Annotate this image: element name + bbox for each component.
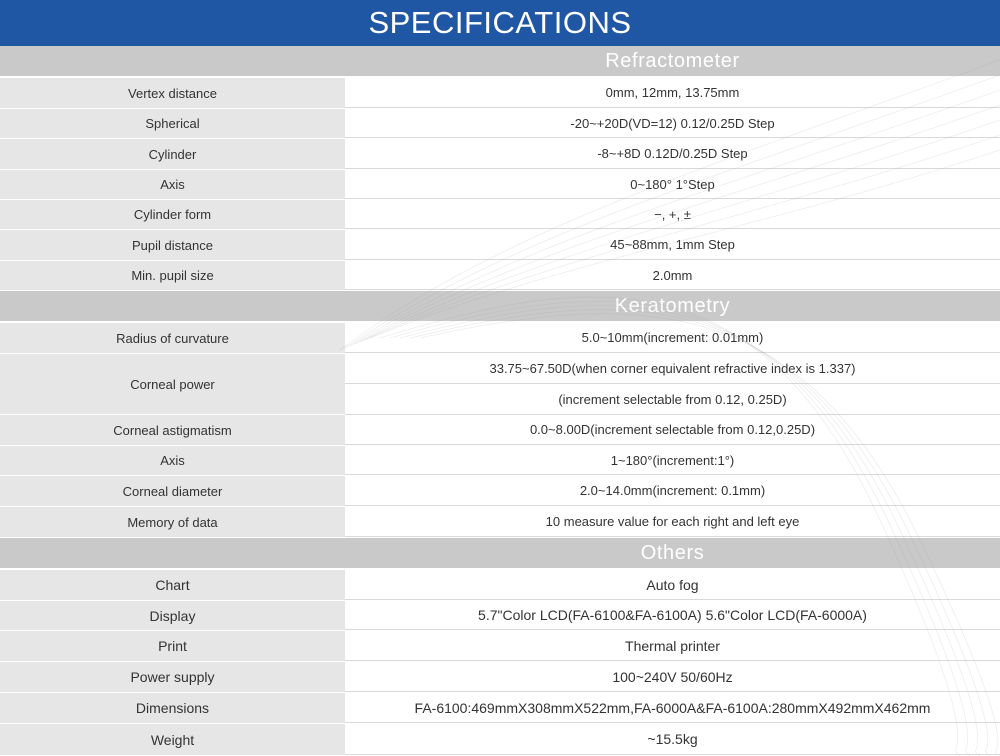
- table-row: [0, 415, 1000, 446]
- table-row: [0, 446, 1000, 476]
- table-row: [0, 200, 1000, 230]
- row-label: Cylinder: [0, 139, 345, 169]
- table-row: [0, 323, 1000, 354]
- row-label: Radius of curvature: [0, 323, 345, 353]
- row-value: 0~180° 1°Step: [345, 170, 1000, 199]
- row-value-line: (increment selectable from 0.12, 0.25D): [345, 385, 1000, 415]
- row-value: 2.0~14.0mm(increment: 0.1mm): [345, 476, 1000, 506]
- row-value: 5.0~10mm(increment: 0.01mm): [345, 323, 1000, 353]
- section-header-others: [0, 538, 1000, 568]
- row-value: ~15.5kg: [345, 724, 1000, 755]
- row-label: Display: [0, 601, 345, 630]
- table-row: [0, 139, 1000, 170]
- row-value: 0.0~8.00D(increment selectable from 0.12,0.25D): [345, 415, 1000, 445]
- section-header-refractometer: [0, 46, 1000, 76]
- row-label: Corneal power: [0, 354, 345, 414]
- table-row: [0, 230, 1000, 261]
- row-value: Thermal printer: [345, 631, 1000, 661]
- table-row: [0, 662, 1000, 693]
- page-title: SPECIFICATIONS: [0, 0, 1000, 46]
- row-label: Corneal diameter: [0, 476, 345, 506]
- row-label: Memory of data: [0, 507, 345, 537]
- table-row: [0, 724, 1000, 756]
- section-title: Refractometer: [605, 50, 740, 72]
- row-label: Dimensions: [0, 693, 345, 723]
- table-row: [0, 507, 1000, 538]
- row-value: Auto fog: [345, 570, 1000, 600]
- row-label: Axis: [0, 446, 345, 475]
- row-value: 100~240V 50/60Hz: [345, 662, 1000, 692]
- row-value: 1~180°(increment:1°): [345, 446, 1000, 475]
- section-title: Keratometry: [614, 295, 731, 317]
- table-row: [0, 261, 1000, 291]
- table-row: [0, 476, 1000, 507]
- table-row: [0, 354, 1000, 415]
- row-value: 10 measure value for each right and left eye: [345, 507, 1000, 537]
- row-label: Pupil distance: [0, 230, 345, 260]
- row-label: Axis: [0, 170, 345, 199]
- table-row: [0, 570, 1000, 601]
- row-label: Power supply: [0, 662, 345, 692]
- row-value-line: 33.75~67.50D(when corner equivalent refractive index is 1.337): [345, 354, 1000, 384]
- row-label: Corneal astigmatism: [0, 415, 345, 445]
- row-value: 0mm, 12mm, 13.75mm: [345, 78, 1000, 108]
- row-label: Min. pupil size: [0, 261, 345, 290]
- table-row: [0, 109, 1000, 139]
- row-label: Weight: [0, 724, 345, 755]
- row-value: −, +, ±: [345, 200, 1000, 229]
- table-row: [0, 78, 1000, 109]
- row-label: Vertex distance: [0, 78, 345, 108]
- row-value: -8~+8D 0.12D/0.25D Step: [345, 139, 1000, 169]
- row-value: -20~+20D(VD=12) 0.12/0.25D Step: [345, 109, 1000, 138]
- row-value: [345, 354, 1000, 414]
- section-header-keratometry: [0, 291, 1000, 321]
- table-row: [0, 693, 1000, 724]
- table-row: [0, 601, 1000, 631]
- row-label: Cylinder form: [0, 200, 345, 229]
- section-title: Others: [640, 542, 705, 564]
- row-value: 45~88mm, 1mm Step: [345, 230, 1000, 260]
- row-label: Spherical: [0, 109, 345, 138]
- row-label: Chart: [0, 570, 345, 600]
- row-label: Print: [0, 631, 345, 661]
- table-row: [0, 631, 1000, 662]
- row-value: FA-6100:469mmX308mmX522mm,FA-6000A&FA-6100A:280mmX492mmX462mm: [345, 693, 1000, 723]
- row-value: 5.7"Color LCD(FA-6100&FA-6100A) 5.6"Color LCD(FA-6000A): [345, 601, 1000, 630]
- row-value: 2.0mm: [345, 261, 1000, 290]
- table-row: [0, 170, 1000, 200]
